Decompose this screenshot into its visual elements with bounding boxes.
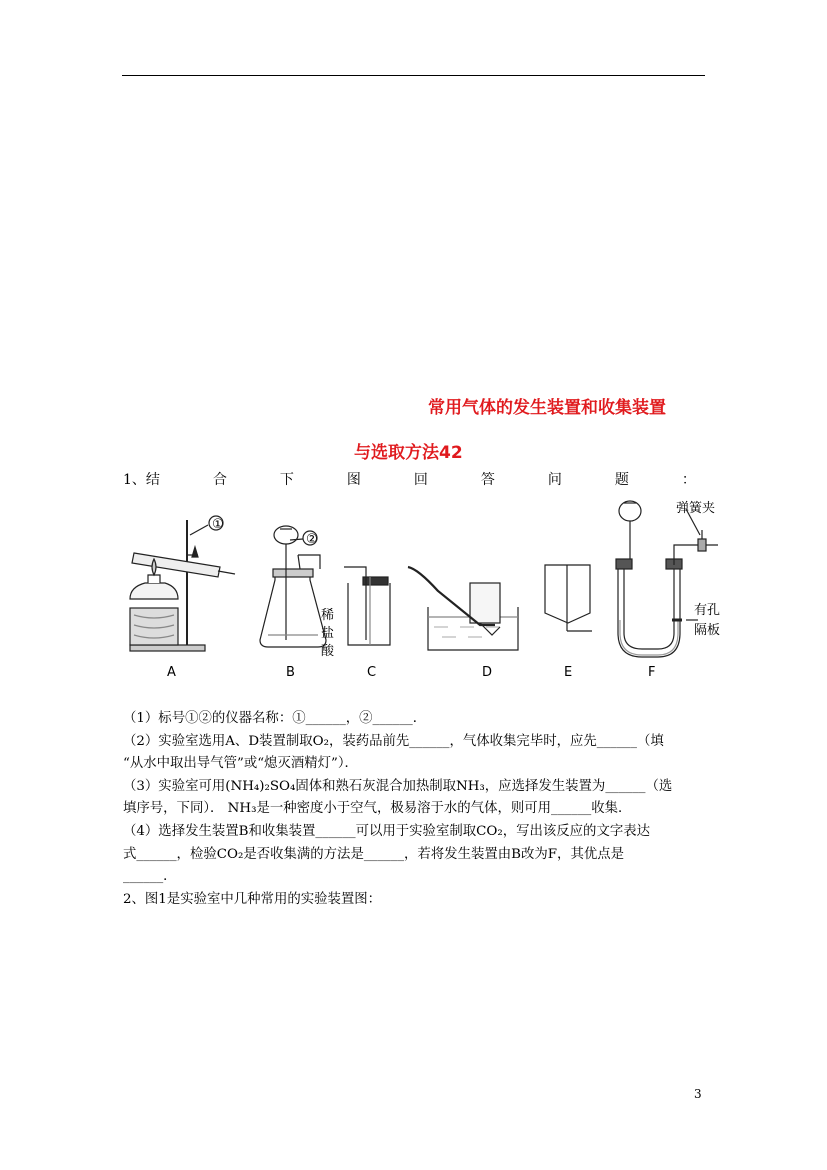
intro-char: 问 <box>547 472 562 488</box>
annotation-clamp: 弹簧夹 <box>676 501 716 516</box>
page-title-line-2: 与选取方法42 <box>354 443 463 463</box>
intro-char: 图 <box>346 472 361 488</box>
figure-label-b: B <box>286 665 295 680</box>
question-line: “从水中取出导气管”或“熄灭酒精灯”）． <box>123 756 358 772</box>
intro-char: ： <box>681 472 696 488</box>
intro-char: 合 <box>212 472 227 488</box>
apparatus-e <box>545 565 592 631</box>
figure-label-c: C <box>367 665 377 680</box>
question-1-intro <box>123 469 696 489</box>
annotation-acid-3: 酸 <box>321 644 335 659</box>
intro-char: 答 <box>480 472 495 488</box>
intro-char: 下 <box>279 472 294 488</box>
apparatus-a <box>130 516 235 651</box>
figure-label-a: A <box>167 665 176 680</box>
question-2-line: 2、图1是实验室中几种常用的实验装置图： <box>123 891 382 907</box>
intro-char: 题 <box>614 472 629 488</box>
page-title-line-1: 常用气体的发生装置和收集装置 <box>428 398 666 418</box>
figure-label-f: F <box>648 665 656 680</box>
apparatus-d <box>408 567 518 650</box>
question-1-body <box>123 708 708 911</box>
annotation-acid-1: 稀 <box>321 608 335 623</box>
question-line: 填序号，下同）． NH₃是一种密度小于空气，极易溶于水的气体，则可用______收集． <box>123 801 632 817</box>
page-number: 3 <box>694 1087 702 1101</box>
apparatus-figure <box>120 495 720 685</box>
apparatus-c <box>344 567 390 645</box>
callout-1: ① <box>212 517 224 532</box>
question-line: 式______，检验CO₂是否收集满的方法是______，若将发生装置由B改为F，其优点是 <box>123 846 625 862</box>
annotation-plate-1: 有孔 <box>694 603 720 618</box>
question-line: （1）标号①②的仪器名称：①______，②______． <box>123 711 427 726</box>
question-line: ______． <box>123 869 177 885</box>
question-line: （4）选择发生装置B和收集装置______可以用于实验室制取CO₂，写出该反应的文字表达 <box>123 823 651 839</box>
question-line: （2）实验室选用A、D装置制取O₂，装药品前先______，气体收集完毕时，应先______（填 <box>123 733 664 749</box>
annotation-plate-2: 隔板 <box>694 623 720 638</box>
intro-char: 回 <box>413 472 428 488</box>
callout-2: ② <box>306 532 318 547</box>
figure-label-d: D <box>482 665 493 680</box>
header-rule <box>122 75 705 76</box>
intro-char: 1、结 <box>123 472 160 488</box>
annotation-acid-2: 盐 <box>321 626 335 641</box>
figure-label-e: E <box>564 665 573 680</box>
question-line: （3）实验室可用(NH₄)₂SO₄固体和熟石灰混合加热制取NH₃，应选择发生装置为______（选 <box>123 778 673 794</box>
